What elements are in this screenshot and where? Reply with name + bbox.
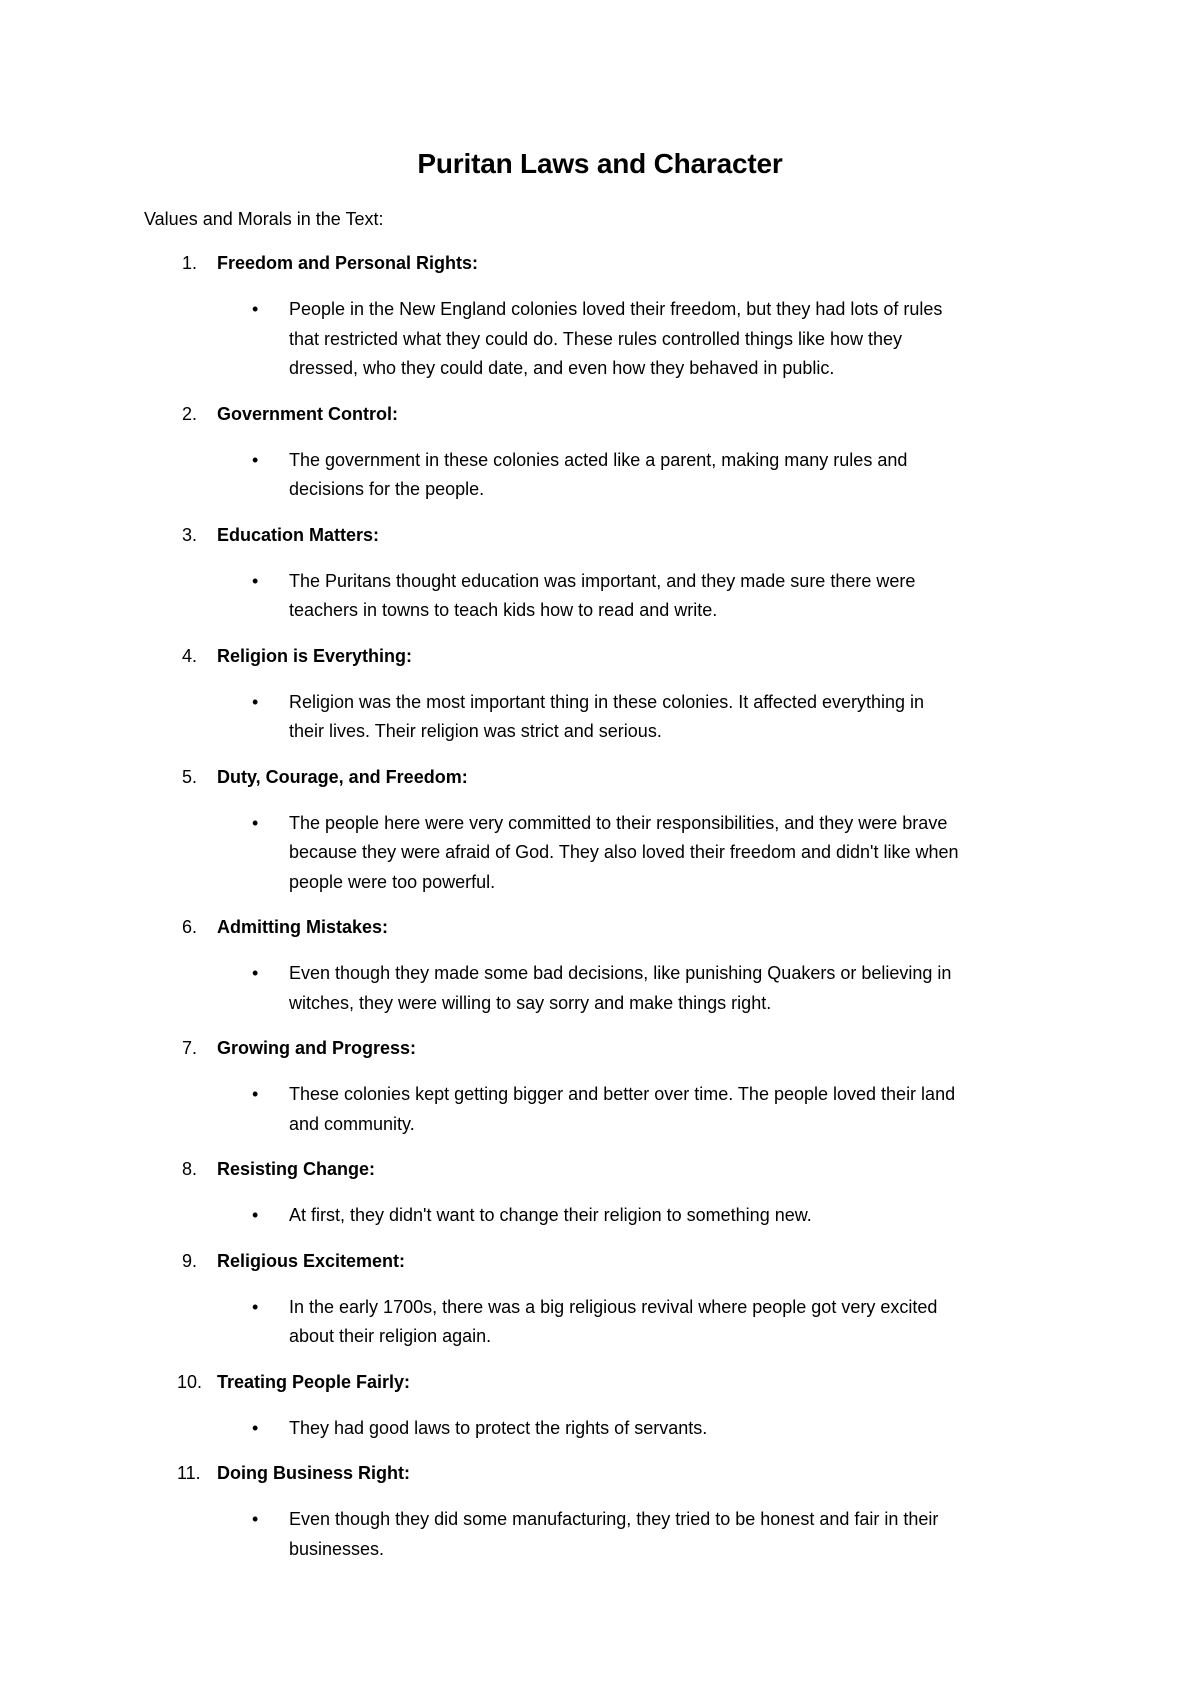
list-item-heading-row: [0, 1248, 1200, 1274]
list-item-number: 10.: [177, 1371, 203, 1392]
bullet-text-line: businesses.: [289, 1538, 385, 1559]
bullet-text-line: their lives. Their religion was strict and serious.: [289, 721, 662, 741]
bullet-point: [0, 446, 1059, 505]
list-item: [0, 1248, 1200, 1369]
bullet-point: [0, 959, 1059, 1018]
list-item-number: 7.: [182, 1038, 198, 1058]
list-item-heading-row: [0, 1156, 1200, 1182]
list-item: [0, 250, 1200, 401]
bullet-icon: •: [252, 1296, 259, 1317]
bullet-icon: •: [252, 1509, 259, 1529]
list-item: [0, 1460, 1200, 1581]
list-item: [0, 764, 1200, 915]
list-item-number: 5.: [182, 766, 198, 787]
list-item-number: 8.: [182, 1159, 198, 1179]
list-item-heading-row: [0, 1460, 1200, 1486]
list-item-heading: Religion is Everything:: [217, 645, 413, 666]
list-item-number: 6.: [182, 917, 198, 937]
list-item-heading: Education Matters:: [217, 524, 380, 545]
bullet-text-line: At first, they didn't want to change their religion to something new.: [289, 1205, 812, 1225]
bullet-point: [0, 1293, 1059, 1352]
list-item-number: 4.: [182, 645, 198, 666]
bullet-point: [0, 567, 1059, 626]
bullet-text-line: Even though they made some bad decisions, like punishing Quakers or believing in: [289, 963, 952, 983]
bullet-text-line: teachers in towns to teach kids how to read and write.: [289, 600, 718, 620]
bullet-icon: •: [252, 1205, 259, 1225]
list-item-heading: Government Control:: [217, 403, 399, 424]
list-item-heading-row: [0, 1035, 1200, 1061]
list-item-heading: Doing Business Right:: [217, 1463, 410, 1483]
bullet-icon: •: [252, 570, 259, 591]
bullet-text-line: Even though they did some manufacturing, they tried to be honest and fair in their: [289, 1509, 939, 1529]
list-item: [0, 522, 1200, 643]
bullet-text-line: People in the New England colonies loved their freedom, but they had lots of rules: [289, 299, 943, 319]
document-title: Puritan Laws and Character: [417, 148, 783, 179]
bullet-icon: •: [252, 299, 259, 319]
bullet-text-line: that restricted what they could do. These rules controlled things like how they: [289, 328, 903, 349]
list-item: [0, 1035, 1200, 1156]
bullet-text-line: because they were afraid of God. They also loved their freedom and didn't like when: [289, 842, 959, 862]
bullet-text-line: decisions for the people.: [289, 479, 485, 499]
list-item-heading-row: [0, 401, 1200, 427]
bullet-icon: •: [252, 1084, 259, 1104]
bullet-text-line: In the early 1700s, there was a big religious revival where people got very excited: [289, 1296, 938, 1317]
list-item-heading: Resisting Change:: [217, 1159, 376, 1179]
bullet-point: [0, 1505, 1059, 1564]
bullet-text-line: dressed, who they could date, and even how they behaved in public.: [289, 358, 835, 378]
list-item-number: 11.: [177, 1463, 201, 1483]
bullet-text-line: These colonies kept getting bigger and better over time. The people loved their land: [289, 1084, 956, 1104]
numbered-list: [0, 250, 1200, 1581]
bullet-icon: •: [252, 1417, 259, 1438]
bullet-point: [0, 1414, 1059, 1444]
list-item-heading-row: [0, 643, 1200, 669]
list-item-heading: Admitting Mistakes:: [217, 917, 389, 937]
list-item-heading: Growing and Progress:: [217, 1038, 417, 1058]
list-item-heading: Duty, Courage, and Freedom:: [217, 766, 468, 787]
list-item-heading: Religious Excitement:: [217, 1250, 406, 1271]
list-item-heading: Freedom and Personal Rights:: [217, 253, 479, 273]
list-item: [0, 1369, 1200, 1461]
list-item-number: 2.: [182, 403, 198, 424]
list-item: [0, 643, 1200, 764]
list-item-heading-row: [0, 250, 1200, 276]
list-item-heading-row: [0, 764, 1200, 790]
bullet-text-line: about their religion again.: [289, 1326, 492, 1346]
bullet-point: [0, 809, 1059, 898]
bullet-text-line: The people here were very committed to their responsibilities, and they were brave: [289, 812, 948, 833]
bullet-text-line: witches, they were willing to say sorry and make things right.: [289, 992, 772, 1013]
list-item: [0, 914, 1200, 1035]
list-item-number: 1.: [182, 253, 198, 273]
bullet-icon: •: [252, 963, 259, 983]
bullet-text-line: The Puritans thought education was important, and they made sure there were: [289, 570, 916, 591]
bullet-point: [0, 1201, 1059, 1231]
bullet-text-line: people were too powerful.: [289, 871, 496, 892]
bullet-text-line: Religion was the most important thing in these colonies. It affected everything in: [289, 691, 925, 712]
bullet-text-line: and community.: [289, 1113, 415, 1134]
bullet-icon: •: [252, 449, 259, 470]
list-item-number: 3.: [182, 524, 198, 545]
bullet-text-line: The government in these colonies acted like a parent, making many rules and: [289, 449, 908, 470]
intro-text: Values and Morals in the Text:: [144, 209, 384, 229]
list-item: [0, 1156, 1200, 1248]
list-item: [0, 401, 1200, 522]
list-item-heading: Treating People Fairly:: [217, 1371, 411, 1392]
bullet-text-line: They had good laws to protect the rights of servants.: [289, 1417, 708, 1438]
list-item-heading-row: [0, 914, 1200, 940]
bullet-point: [0, 688, 1059, 747]
bullet-point: [0, 1080, 1059, 1139]
list-item-number: 9.: [182, 1250, 198, 1271]
bullet-icon: •: [252, 691, 259, 712]
list-item-heading-row: [0, 522, 1200, 548]
bullet-icon: •: [252, 812, 259, 833]
bullet-point: [0, 295, 1059, 384]
list-item-heading-row: [0, 1369, 1200, 1395]
